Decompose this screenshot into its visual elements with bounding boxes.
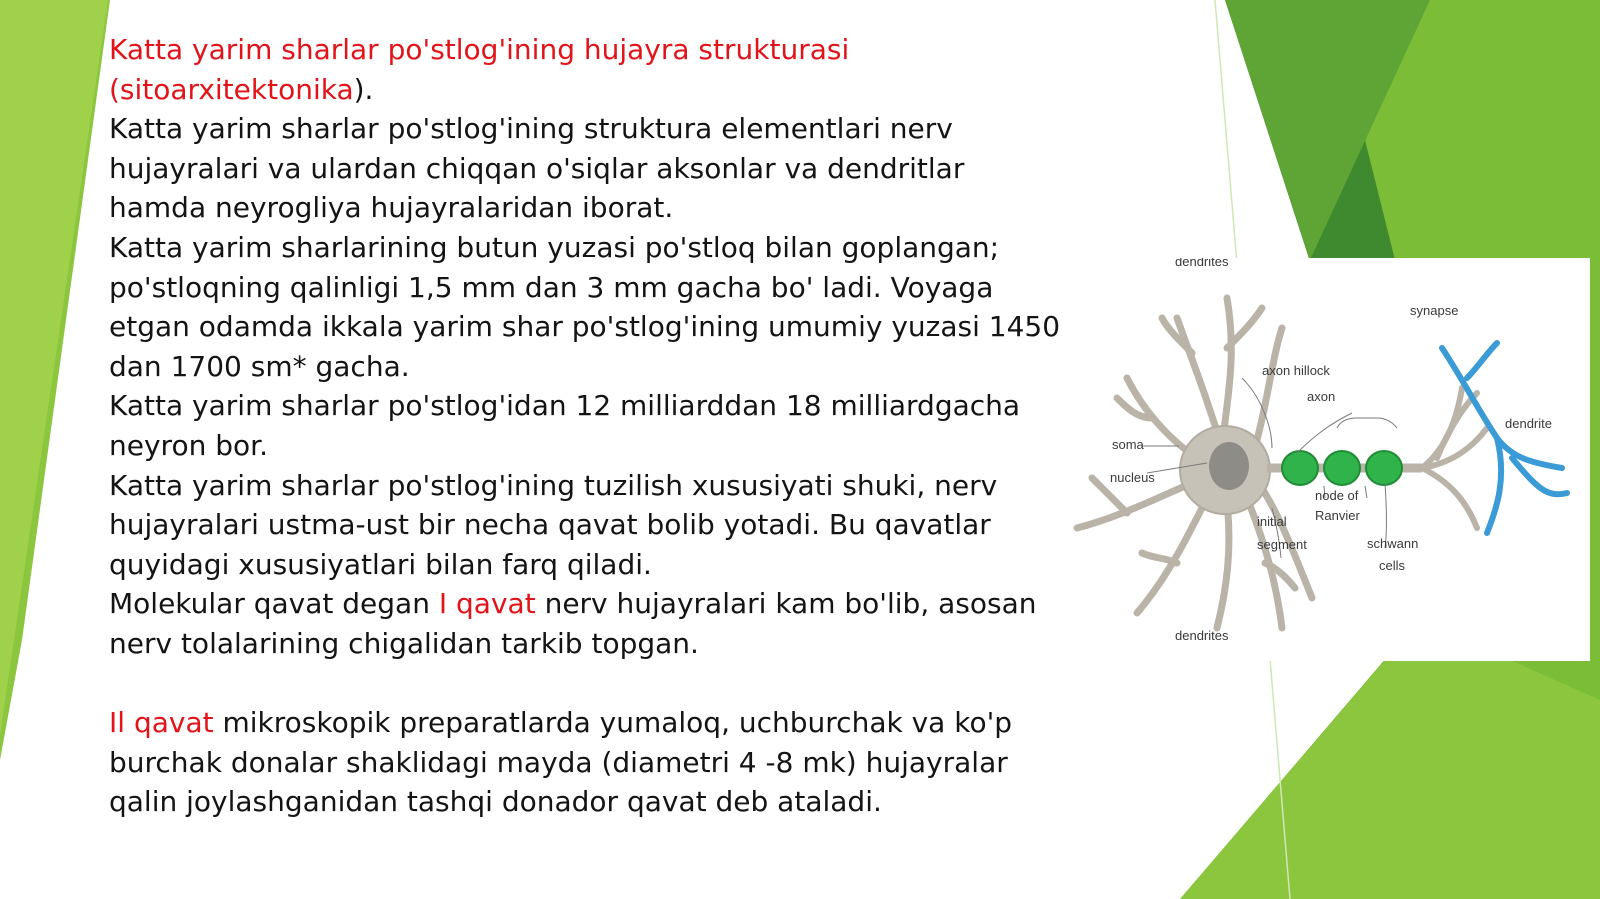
layer1-pre: Molekular qavat degan [109, 587, 439, 621]
label-axon: axon [1307, 389, 1336, 404]
title-line2-tail: ). [353, 72, 374, 106]
label-node-of-2: Ranvier [1315, 508, 1360, 523]
label-initial-1: initial [1257, 514, 1287, 529]
title-line1: Katta yarim sharlar po'stlog'ining hujayra strukturasi [109, 33, 850, 66]
label-synapse: synapse [1410, 303, 1459, 318]
label-dendrites-top: dendrites [1175, 258, 1229, 269]
label-schwann-2: cells [1379, 558, 1406, 573]
label-nucleus: nucleus [1110, 470, 1155, 485]
layer2-red: Il qavat [109, 706, 214, 740]
myelin-sheath-3 [1366, 451, 1402, 485]
paragraph-layers: Katta yarim sharlar po'stlog'ining tuzilish xususiyati shuki, nerv hujayralari ustma-ust bir necha qavat bolib yotadi. Bu qavatlar quyidagi xususiyatlari bilan farq qiladi. [109, 468, 998, 581]
slide-title [109, 30, 1069, 109]
paragraph-layer2 [109, 703, 1069, 822]
paragraph-cortex-thickness: Katta yarim sharlarining butun yuzasi po'stloq bilan goplangan; po'stloqning qalinligi 1,5 mm dan 3 mm gacha bo' ladi. Voyaga etgan odamda ikkala yarim shar po'stlog'ining umumiy yuzasi 1450 dan 1700 sm* gacha. [109, 230, 1061, 383]
nucleus [1209, 442, 1249, 490]
neuron-diagram-svg [1067, 258, 1590, 661]
blank-line [109, 664, 1069, 704]
myelin-sheath-2 [1324, 451, 1360, 485]
label-initial-2: segment [1257, 537, 1307, 552]
paragraph-neuron-count: Katta yarim sharlar po'stlog'idan 12 milliarddan 18 milliardgacha neyron bor. [109, 389, 1021, 462]
layer1-red: I qavat [438, 587, 536, 621]
target-dendrite [1442, 343, 1567, 533]
label-dendrites-bottom: dendrites [1175, 628, 1229, 643]
label-dendrite: dendrite [1505, 416, 1552, 431]
label-axon-hillock: axon hillock [1262, 363, 1330, 378]
layer1-post: nerv hujayralari kam bo'lib, asosan nerv tolalarining chigalidan tarkib topgan. [109, 587, 1037, 660]
paragraph-layer1 [109, 584, 1069, 663]
label-soma: soma [1112, 437, 1144, 452]
layer2-post: mikroskopik preparatlarda yumaloq, uchburchak va ko'p burchak donalar shaklidagi mayda (diametri 4 -8 mk) hujayralar qalin joylashganidan tashqi donador qavat deb ataladi. [109, 706, 1013, 819]
neuron-diagram [1067, 258, 1590, 661]
label-schwann-1: schwann [1367, 536, 1419, 551]
title-line2: (sitoarxitektonika [109, 72, 354, 106]
slide-text [109, 30, 1069, 822]
paragraph-structure: Katta yarim sharlar po'stlog'ining struktura elementlari nerv hujayralari va ulardan chiqqan o'siqlar aksonlar va dendritlar hamda neyrogliya hujayralaridan iborat. [109, 112, 965, 225]
label-node-of-1: node of [1315, 488, 1359, 503]
myelin-sheath-1 [1282, 451, 1318, 485]
